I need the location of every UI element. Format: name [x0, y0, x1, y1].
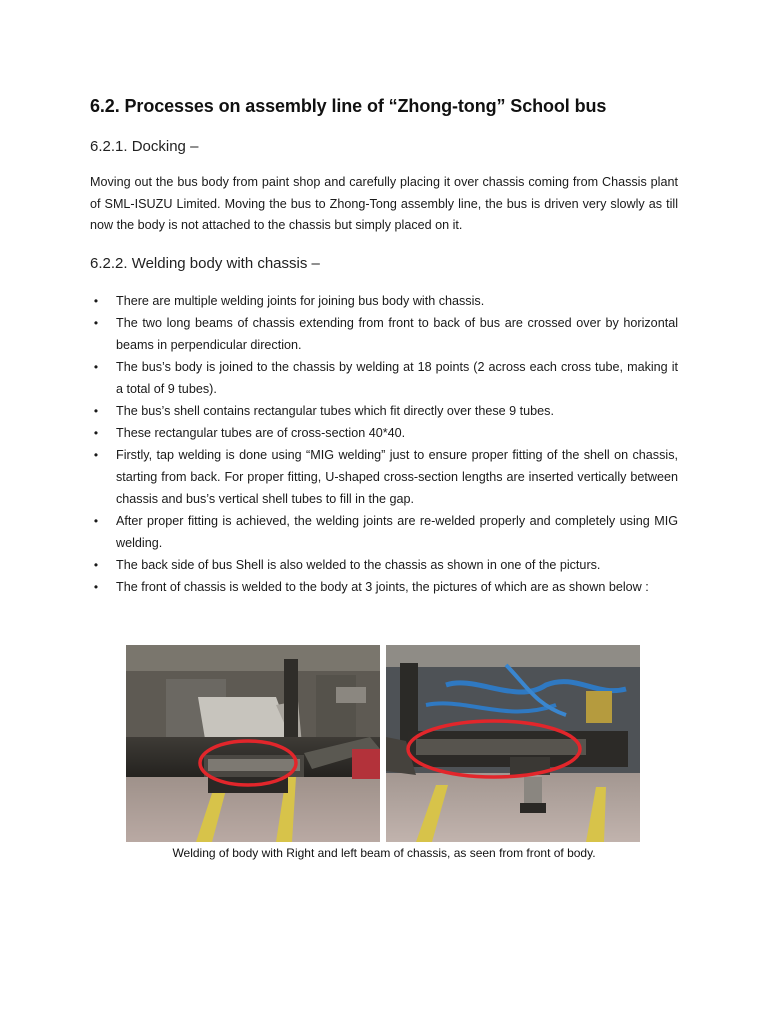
section-title: Welding body with chassis –: [131, 255, 320, 272]
bullet-icon: •: [93, 426, 99, 440]
bullet-icon: •: [93, 294, 99, 308]
list-item: • The bus’s body is joined to the chassis by welding at 18 points (2 across each cross tube, making it a total of 9 tubes).: [90, 356, 678, 400]
section-number: 6.2.1.: [90, 138, 128, 155]
bullet-icon: •: [93, 316, 99, 330]
list-item: • The front of chassis is welded to the body at 3 joints, the pictures of which are as shown below :: [90, 576, 678, 598]
welding-bullet-list: [90, 290, 678, 598]
bullet-icon: •: [93, 514, 99, 528]
photo-right-beam-weld: [126, 645, 380, 842]
bullet-icon: •: [93, 404, 99, 418]
list-item: • Firstly, tap welding is done using “MIG welding” just to ensure proper fitting of the shell on chassis, starting from back. For proper fitting, U-shaped cross-section lengths are inserted vertically between chassis and bus’s vertical shell tubes to fill in the gap.: [90, 444, 678, 510]
bullet-icon: •: [93, 448, 99, 462]
list-item: • After proper fitting is achieved, the welding joints are re-welded properly and completely using MIG welding.: [90, 510, 678, 554]
list-item: • The two long beams of chassis extending from front to back of bus are crossed over by horizontal beams in perpendicular direction.: [90, 312, 678, 356]
photo-left-beam-weld: [386, 645, 640, 842]
bullet-icon: •: [93, 580, 99, 594]
list-item: • The back side of bus Shell is also welded to the chassis as shown in one of the picturs.: [90, 554, 678, 576]
list-item: • There are multiple welding joints for joining bus body with chassis.: [90, 290, 678, 312]
bullet-icon: •: [93, 360, 99, 374]
section-number: 6.2.2.: [90, 255, 128, 272]
page-heading: 6.2. Processes on assembly line of “Zhong-tong” School bus: [90, 96, 607, 116]
section-heading-docking: [90, 138, 198, 155]
docking-paragraph: Moving out the bus body from paint shop and carefully placing it over chassis coming from Chassis plant of SML-ISUZU Limited. Moving the bus to Zhong-Tong assembly line, the bus is driven very slowly as till now the body is not attached to the chassis but simply placed on it.: [90, 175, 678, 232]
section-heading-welding: [90, 255, 320, 272]
section-title: Docking –: [131, 138, 199, 155]
list-item: • The bus’s shell contains rectangular tubes which fit directly over these 9 tubes.: [90, 400, 678, 422]
bullet-icon: •: [93, 558, 99, 572]
figure-caption: Welding of body with Right and left beam of chassis, as seen from front of body.: [172, 846, 596, 860]
list-item: • These rectangular tubes are of cross-section 40*40.: [90, 422, 678, 444]
